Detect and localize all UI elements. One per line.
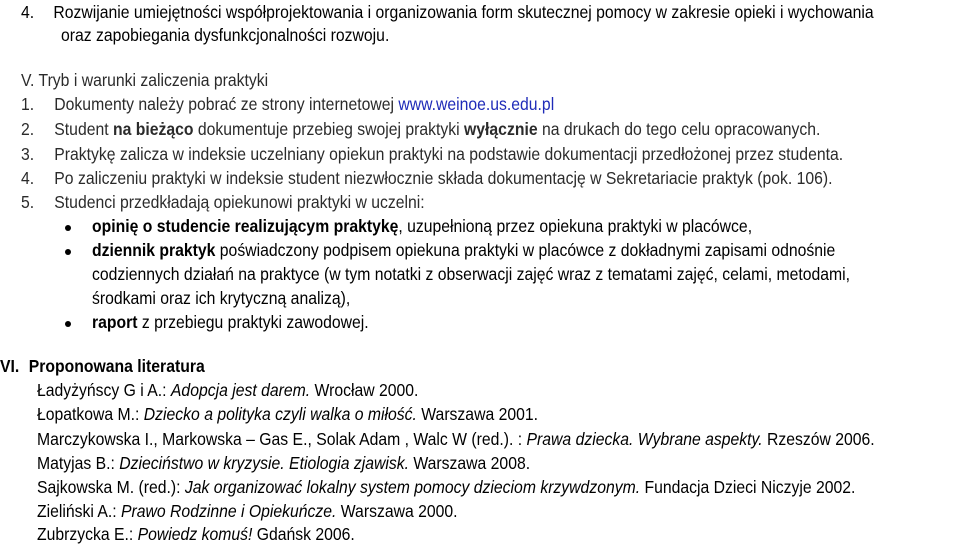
bullet-text: poświadczony podpisem opiekuna praktyki w placówce z dokładnymi zapisami odnośnie	[215, 240, 836, 260]
item-text: Studenci przedkładają opiekunowi praktyki w uczelni:	[54, 192, 425, 212]
bullet-icon	[65, 225, 71, 231]
section-4-text-2: oraz zapobiegania dysfunkcjonalności rozwoju.	[61, 25, 390, 45]
section-v-heading: V. Tryb i warunki zaliczenia praktyki	[21, 70, 269, 90]
reference-title: Prawo Rodzinne i Opiekuńcze.	[121, 501, 337, 521]
section-4-number: 4.	[21, 2, 35, 22]
bullet-bold: dziennik praktyk	[92, 240, 216, 260]
bullet-item-3	[92, 312, 369, 333]
reference-item	[37, 524, 355, 545]
item-text: Praktykę zalicza w indeksie uczelniany opiekun praktyki na podstawie dokumentacji przedłożonej przez studenta.	[54, 144, 844, 164]
reference-author: Zubrzycka E.:	[37, 524, 138, 544]
reference-item	[37, 501, 458, 522]
reference-title: Prawa dziecka. Wybrane aspekty.	[526, 429, 763, 449]
reference-author: Matyjas B.:	[37, 453, 120, 473]
list-item-4	[21, 168, 833, 189]
reference-author: Sajkowska M. (red.):	[37, 477, 185, 497]
item-number: 3.	[21, 144, 35, 164]
section-vi-title: Proponowana literatura	[28, 356, 205, 376]
website-link[interactable]: www.weinoe.us.edu.pl	[398, 94, 555, 114]
reference-author: Łopatkowa M.:	[37, 404, 144, 424]
reference-publication: Rzeszów 2006.	[762, 429, 875, 449]
item-number: 2.	[21, 119, 35, 139]
reference-item	[37, 429, 875, 450]
list-item-2	[21, 119, 820, 140]
bullet-bold: raport	[92, 312, 138, 332]
reference-item	[37, 453, 530, 474]
reference-publication: Warszawa 2001.	[416, 404, 539, 424]
item-text-bold-2: wyłącznie	[464, 119, 538, 139]
bullet-text: , uzupełnioną przez opiekuna praktyki w placówce,	[398, 216, 753, 236]
bullet-icon	[65, 249, 71, 255]
bullet-item-2-continuation-1: codziennych działań na praktyce (w tym notatki z obserwacji zajęć wraz z tematami zajęć, celami, metodami,	[92, 264, 851, 284]
reference-item	[37, 477, 855, 498]
list-item-3	[21, 144, 843, 165]
reference-author: Marczykowska I., Markowska – Gas E., Solak Adam , Walc W (red.). :	[37, 429, 527, 449]
item-text-mid: dokumentuje przebieg swojej praktyki	[193, 119, 465, 139]
reference-title: Powiedz komuś!	[137, 524, 253, 544]
reference-item	[37, 404, 538, 425]
reference-publication: Gdańsk 2006.	[252, 524, 355, 544]
item-text: Po zaliczeniu praktyki w indeksie student niezwłocznie składa dokumentację w Sekretariacie praktyk (pok. 106).	[54, 168, 833, 188]
reference-publication: Fundacja Dzieci Niczyje 2002.	[640, 477, 856, 497]
section-4-line-2	[61, 25, 389, 46]
item-number: 5.	[21, 192, 35, 212]
reference-author: Zieliński A.:	[37, 501, 122, 521]
reference-publication: Warszawa 2000.	[336, 501, 458, 521]
reference-title: Dziecko a polityka czyli walka o miłość.	[143, 404, 417, 424]
bullet-text: z przebiegu praktyki zawodowej.	[137, 312, 369, 332]
item-number: 4.	[21, 168, 35, 188]
bullet-bold: opinię o studencie realizującym praktykę	[92, 216, 399, 236]
reference-title: Jak organizować lokalny system pomocy dzieciom krzywdzonym.	[184, 477, 641, 497]
reference-publication: Warszawa 2008.	[408, 453, 531, 473]
section-vi-heading	[0, 356, 205, 377]
bullet-item-1	[92, 216, 752, 237]
item-text-post: na drukach do tego celu opracowanych.	[537, 119, 821, 139]
reference-title: Dzieciństwo w kryzysie. Etiologia zjawisk.	[119, 453, 409, 473]
item-number: 1.	[21, 94, 35, 114]
item-text-bold-1: na bieżąco	[112, 119, 194, 139]
bullet-icon	[65, 321, 71, 327]
reference-item	[37, 380, 418, 401]
reference-publication: Wrocław 2000.	[310, 380, 419, 400]
reference-author: Ładyżyńscy G i A.:	[37, 380, 171, 400]
section-vi-number: VI.	[0, 356, 20, 376]
reference-title: Adopcja jest darem.	[170, 380, 311, 400]
bullet-item-2-continuation-2: środkami oraz ich krytyczną analizą),	[92, 288, 351, 308]
list-item-1	[21, 94, 554, 115]
section-4-line-1	[21, 2, 874, 23]
section-4-text-1: Rozwijanie umiejętności współprojektowania i organizowania form skutecznej pomocy w zakresie opieki i wychowania	[53, 2, 874, 22]
item-text: Dokumenty należy pobrać ze strony internetowej	[54, 94, 399, 114]
list-item-5	[21, 192, 425, 213]
bullet-item-2	[92, 240, 835, 261]
item-text-pre: Student	[54, 119, 113, 139]
